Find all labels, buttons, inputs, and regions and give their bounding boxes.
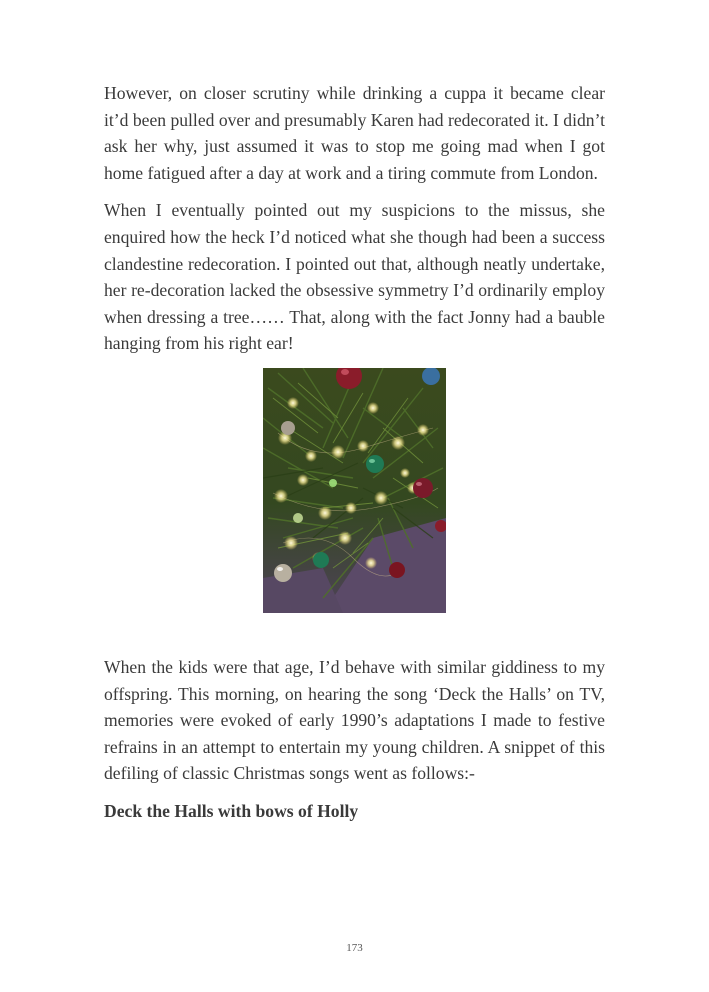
paragraph: When the kids were that age, I’d behave with similar giddiness to my offspring. This morning, on hearing the song ‘Deck the Halls’ on TV, memories were evoked of early 1990’s adaptations I made to festive refrains in an attempt to entertain my young children. A snippet of this defiling of classic Christmas songs went as follows:- [104,656,605,784]
christmas-tree-photo [263,368,446,613]
photo-container [104,368,605,613]
song-title-heading: Deck the Halls with bows of Holly [104,800,359,821]
page-number: 173 [346,942,363,954]
paragraph: However, on closer scrutiny while drinking a cuppa it became clear it’d been pulled over and presumably Karen had redecorated it. I didn’t ask her why, just assumed it was to stop me going mad when I got home fatigued after a day at work and a tiring commute from London. [104,83,605,183]
document-page [104,80,605,824]
paragraph: When I eventually pointed out my suspicions to the missus, she enquired how the heck I’d noticed what she though had been a success clandestine redecoration. I pointed out that, although neatly undertake, her re-decoration lacked the obsessive symmetry I’d ordinarily employ when dressing a tree…… That, along with the fact Jonny had a bauble hanging from his right ear! [104,200,605,354]
